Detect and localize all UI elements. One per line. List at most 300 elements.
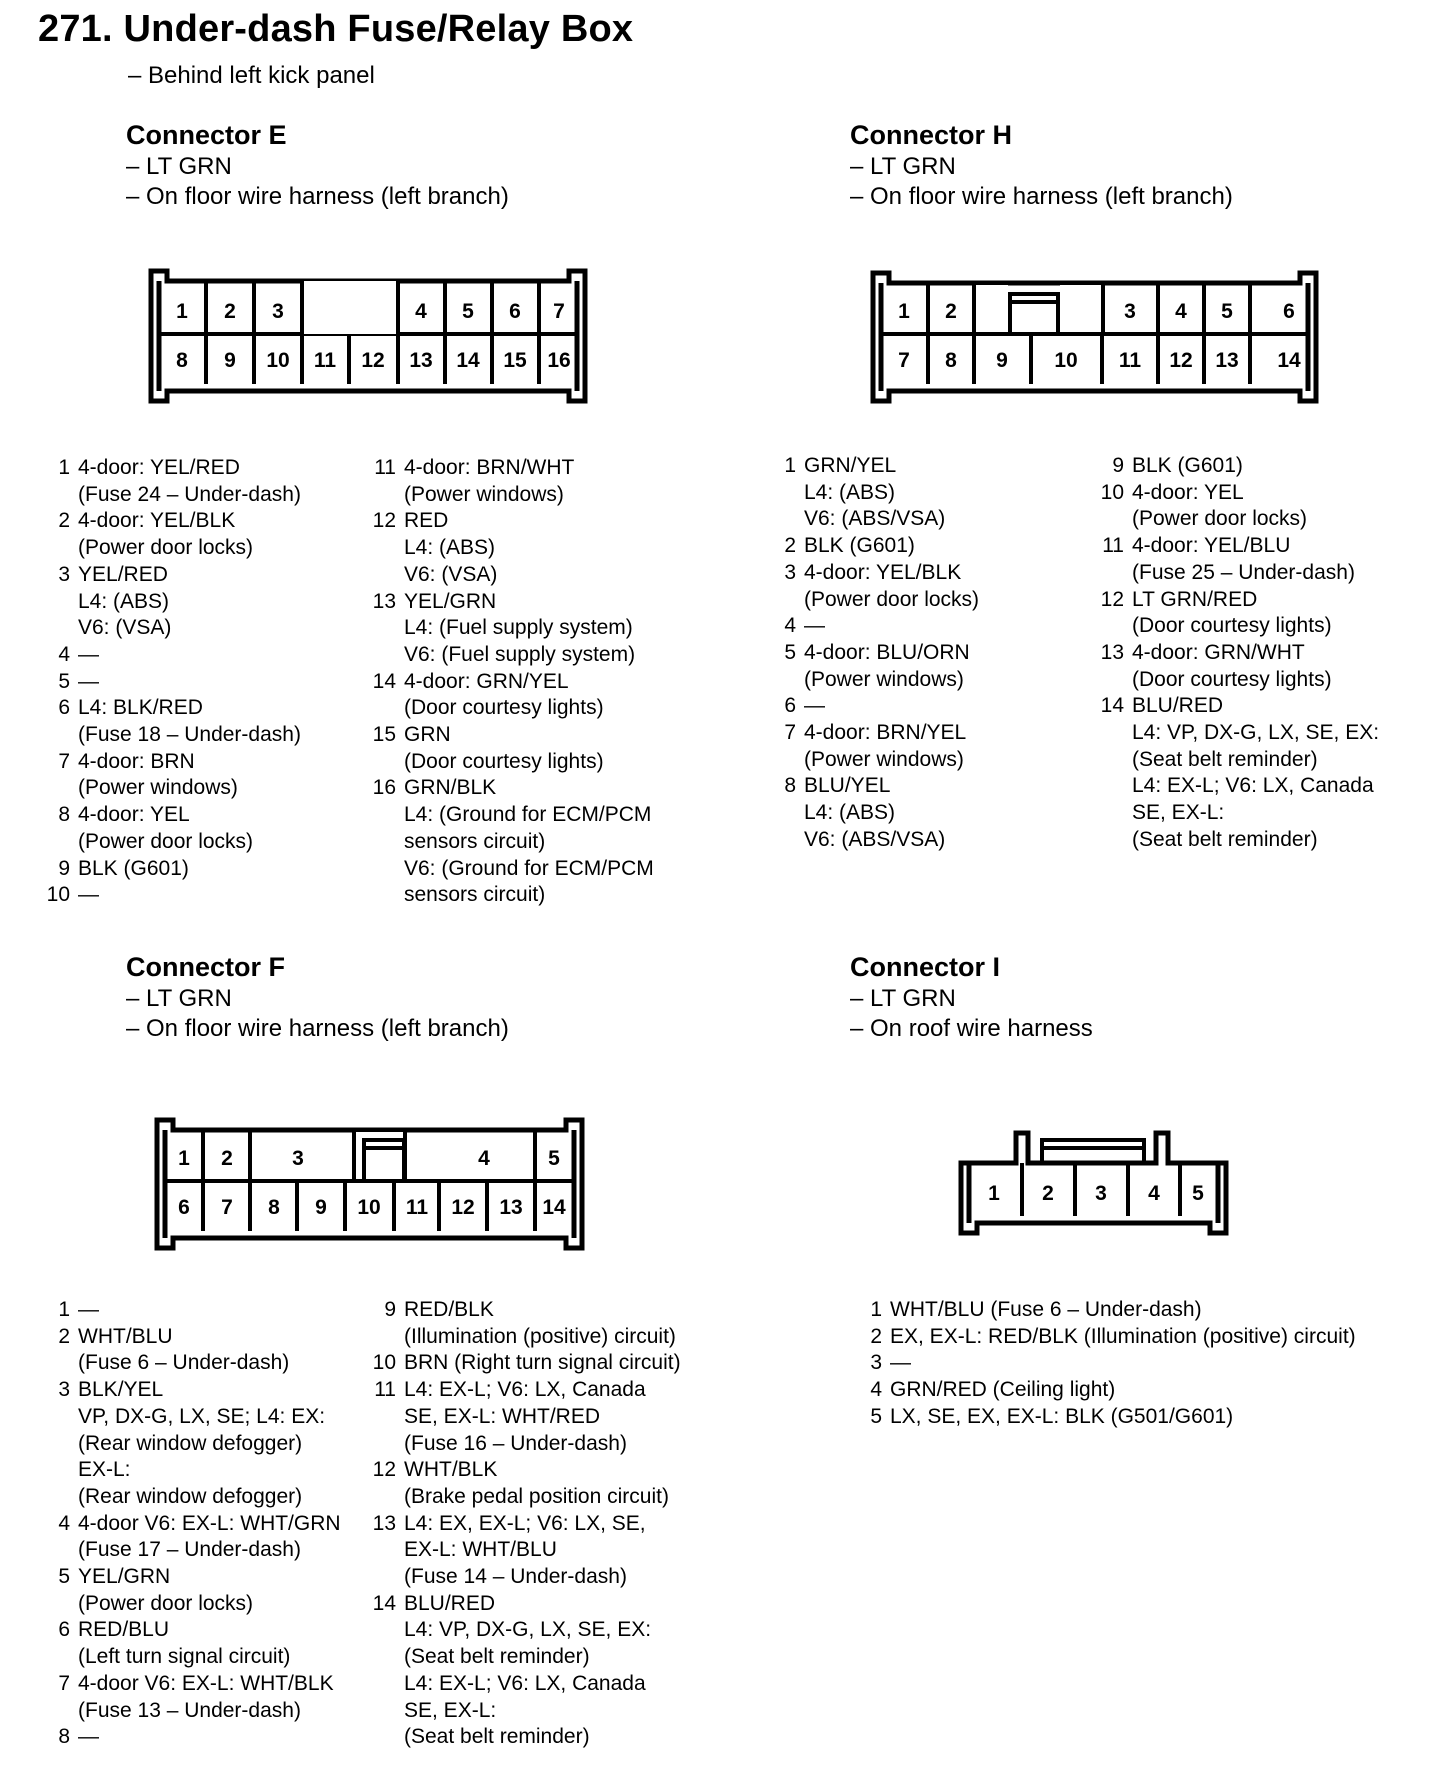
pin-number: 12 <box>1100 587 1124 611</box>
page-title: 271. Under-dash Fuse/Relay Box <box>38 8 634 50</box>
pin-entry <box>1094 533 1434 586</box>
connector-i-diagram <box>958 1130 1230 1236</box>
pin-number: 13 <box>372 1511 396 1535</box>
pin-line: L4: EX, EX-L; V6: LX, SE, <box>404 1511 646 1535</box>
pin-line: 4-door: BRN/WHT <box>404 456 575 479</box>
pin-line: BLK/YEL <box>78 1378 164 1402</box>
pin-line: WHT/BLU (Fuse 6 – Under-dash) <box>890 1298 1202 1321</box>
pin-line: 4-door: GRN/YEL <box>404 669 569 693</box>
pin-description <box>70 508 253 561</box>
pin-entry <box>40 1377 380 1511</box>
pin-line: — <box>78 642 99 666</box>
pin-entry <box>366 1457 726 1510</box>
pin-line: — <box>78 1298 99 1321</box>
pin-description <box>1124 480 1307 533</box>
pin-line: L4: VP, DX-G, LX, SE, EX: <box>404 1618 652 1642</box>
pin-line: GRN <box>404 723 451 747</box>
pin-description <box>70 695 301 748</box>
pin-entry <box>366 589 706 669</box>
cavity-f-8: 8 <box>268 1196 280 1219</box>
cavity-e-12: 12 <box>361 349 385 372</box>
cavity-e-15: 15 <box>503 349 527 372</box>
pin-entry <box>1094 693 1434 853</box>
pin-number: 5 <box>58 1565 70 1589</box>
connector-f-diagram <box>154 1117 586 1251</box>
pin-line: — <box>804 694 825 718</box>
cavity-e-8: 8 <box>176 349 188 372</box>
pin-line: — <box>78 883 99 907</box>
pin-entry <box>40 1617 380 1670</box>
pin-description <box>1124 693 1379 853</box>
pin-description <box>70 1324 289 1377</box>
pin-entry <box>1094 453 1434 480</box>
pin-line: (Power door locks) <box>78 829 254 853</box>
pin-entry <box>1094 640 1434 693</box>
pin-line: (Power door locks) <box>1132 507 1308 531</box>
pin-line: LT GRN/RED <box>1132 587 1258 611</box>
cavity-h-12: 12 <box>1169 349 1193 372</box>
pin-number: 1 <box>58 456 70 479</box>
pin-line: GRN/RED (Ceiling light) <box>890 1378 1116 1402</box>
connector-e-diagram <box>148 268 588 404</box>
pin-entry <box>852 1404 1412 1431</box>
pin-entry <box>766 640 1096 693</box>
pin-number: 1 <box>784 454 796 477</box>
pin-entry <box>40 856 380 883</box>
pin-line: L4: BLK/RED <box>78 696 203 720</box>
pin-line: 4-door: YEL/BLK <box>78 509 236 533</box>
pin-line: (Fuse 24 – Under-dash) <box>78 482 301 506</box>
cavity-e-16: 16 <box>547 349 571 372</box>
pin-description <box>396 589 635 669</box>
pin-line: BLU/YEL <box>804 774 891 798</box>
pin-line: V6: (Fuel supply system) <box>404 642 636 666</box>
cavity-f-7: 7 <box>221 1196 233 1219</box>
pin-description <box>396 1377 646 1457</box>
pin-number: 11 <box>1102 534 1124 558</box>
pin-line: L4: (ABS) <box>804 480 896 504</box>
cavity-h-14: 14 <box>1277 349 1301 372</box>
connector-f-pins-right <box>366 1297 726 1751</box>
connector-i-header <box>850 950 1093 1044</box>
pin-line: V6: (ABS/VSA) <box>804 827 946 851</box>
pin-line: SE, EX-L: <box>1132 801 1225 825</box>
cavity-h-3: 3 <box>1124 300 1136 323</box>
pin-description <box>70 669 99 696</box>
cavity-i-3: 3 <box>1095 1182 1107 1205</box>
pin-number: 12 <box>372 509 396 533</box>
pin-line: BLK (G601) <box>1132 454 1243 477</box>
connector-f-pins-left <box>40 1297 380 1751</box>
cavity-h-2: 2 <box>945 300 957 323</box>
pin-description <box>396 1511 646 1591</box>
pin-description <box>1124 640 1332 693</box>
pin-line: L4: (ABS) <box>804 801 896 825</box>
cavity-f-6: 6 <box>178 1196 190 1219</box>
pin-line: 4-door: YEL <box>1132 480 1244 504</box>
pin-line: (Power windows) <box>404 482 564 506</box>
pin-entry <box>40 882 380 909</box>
pin-number: 8 <box>784 774 796 798</box>
pin-entry <box>1094 480 1434 533</box>
pin-description <box>70 455 301 508</box>
connector-f-header <box>126 950 509 1044</box>
pin-entry <box>366 455 706 508</box>
pin-line: YEL/RED <box>78 562 168 586</box>
pin-description <box>796 720 966 773</box>
pin-description <box>796 613 825 640</box>
cavity-e-1: 1 <box>176 300 188 323</box>
pin-entry <box>366 722 706 775</box>
pin-number: 1 <box>870 1298 882 1321</box>
pin-entry <box>40 1671 380 1724</box>
pin-description <box>882 1377 1115 1404</box>
pin-entry <box>366 1511 726 1591</box>
pin-line: (Seat belt reminder) <box>404 1725 590 1749</box>
pin-line: 4-door: YEL <box>78 803 190 827</box>
pin-entry <box>766 773 1096 853</box>
pin-line: (Door courtesy lights) <box>404 749 604 773</box>
pin-entry <box>852 1377 1412 1404</box>
pin-entry <box>1094 587 1434 640</box>
connector-f-location: – On floor wire harness (left branch) <box>126 1015 509 1042</box>
pin-line: BLU/RED <box>1132 694 1224 718</box>
cavity-f-11: 11 <box>405 1196 429 1219</box>
connector-i-pins <box>852 1297 1412 1431</box>
pin-number: 7 <box>58 1671 70 1695</box>
pin-description <box>882 1297 1202 1324</box>
pin-entry <box>366 669 706 722</box>
pin-description <box>70 856 189 883</box>
pin-line: L4: EX-L; V6: LX, Canada <box>1132 774 1374 798</box>
page-subtitle: – Behind left kick panel <box>128 62 375 89</box>
pin-number: 4 <box>58 642 70 666</box>
pin-entry <box>366 1297 726 1350</box>
pin-number: 5 <box>784 640 796 664</box>
pin-entry <box>40 1324 380 1377</box>
pin-number: 2 <box>58 509 70 533</box>
connector-h-pins-right <box>1094 453 1434 854</box>
pin-number: 10 <box>1100 480 1124 504</box>
pin-line: (Power door locks) <box>78 536 254 560</box>
cavity-f-3: 3 <box>292 1147 304 1170</box>
cavity-h-5: 5 <box>1221 300 1233 323</box>
pin-entry <box>366 508 706 588</box>
cavity-h-4: 4 <box>1175 300 1187 323</box>
connector-i-location: – On roof wire harness <box>850 1015 1093 1042</box>
pin-line: sensors circuit) <box>404 829 546 853</box>
pin-line: L4: (Fuel supply system) <box>404 616 633 640</box>
pin-line: L4: VP, DX-G, LX, SE, EX: <box>1132 721 1380 745</box>
pin-line: (Fuse 16 – Under-dash) <box>404 1431 627 1455</box>
pin-line: 4-door: BRN/YEL <box>804 721 967 745</box>
pin-number: 2 <box>870 1324 882 1348</box>
pin-number: 8 <box>58 1725 70 1749</box>
pin-line: 4-door: GRN/WHT <box>1132 640 1305 664</box>
connector-h-header <box>850 118 1233 212</box>
pin-line: VP, DX-G, LX, SE; L4: EX: <box>78 1404 326 1428</box>
pin-line: (Door courtesy lights) <box>1132 614 1332 638</box>
pin-line: LX, SE, EX, EX-L: BLK (G501/G601) <box>890 1404 1234 1428</box>
pin-line: — <box>804 614 825 638</box>
pin-line: (Door courtesy lights) <box>404 696 604 720</box>
pin-line: L4: (ABS) <box>404 536 496 560</box>
pin-entry <box>40 669 380 696</box>
cavity-i-4: 4 <box>1148 1182 1160 1205</box>
pin-number: 11 <box>374 456 396 479</box>
pin-number: 14 <box>372 1591 396 1615</box>
connector-e-header <box>126 118 509 212</box>
pin-description <box>396 775 654 909</box>
pin-line: (Power door locks) <box>804 587 980 611</box>
pin-description <box>1124 533 1355 586</box>
cavity-e-2: 2 <box>224 300 236 323</box>
cavity-e-7: 7 <box>553 300 565 323</box>
cavity-f-12: 12 <box>451 1196 475 1219</box>
pin-line: (Power windows) <box>804 747 964 771</box>
pin-number: 13 <box>372 589 396 613</box>
pin-description <box>70 1617 290 1670</box>
pin-number: 14 <box>1100 694 1124 718</box>
pin-line: (Fuse 25 – Under-dash) <box>1132 560 1355 584</box>
pin-entry <box>766 453 1096 533</box>
pin-description <box>70 642 99 669</box>
pin-number: 9 <box>1112 454 1124 477</box>
pin-line: 4-door: YEL/BLK <box>804 560 962 584</box>
pin-line: RED/BLU <box>78 1618 170 1642</box>
pin-line: — <box>78 1725 99 1749</box>
pin-description <box>70 1564 253 1617</box>
pin-line: 4-door: BRN <box>78 749 195 773</box>
pin-line: GRN/YEL <box>804 454 897 477</box>
pin-entry <box>766 560 1096 613</box>
pin-entry <box>852 1324 1412 1351</box>
pin-description <box>882 1350 911 1377</box>
pin-description <box>796 773 945 853</box>
pin-line: EX, EX-L: RED/BLK (Illumination (positive) circuit) <box>890 1324 1356 1348</box>
pin-entry <box>40 802 380 855</box>
pin-number: 10 <box>46 883 70 907</box>
pin-line: GRN/BLK <box>404 776 497 800</box>
pin-line: L4: EX-L; V6: LX, Canada <box>404 1671 646 1695</box>
pin-number: 7 <box>784 721 796 745</box>
cavity-i-1: 1 <box>988 1182 1000 1205</box>
pin-number: 3 <box>870 1351 882 1375</box>
pin-number: 16 <box>372 776 396 800</box>
pin-line: (Power door locks) <box>78 1591 254 1615</box>
cavity-f-9: 9 <box>315 1196 327 1219</box>
pin-number: 6 <box>58 696 70 720</box>
pin-line: V6: (ABS/VSA) <box>804 507 946 531</box>
pin-entry <box>40 562 380 642</box>
connector-h-diagram <box>870 270 1320 404</box>
pin-line: RED/BLK <box>404 1298 494 1321</box>
pin-description <box>396 1457 669 1510</box>
pin-number: 3 <box>58 1378 70 1402</box>
pin-line: WHT/BLK <box>404 1458 498 1482</box>
pin-entry <box>766 533 1096 560</box>
pin-line: RED <box>404 509 449 533</box>
pin-line: 4-door: YEL/BLU <box>1132 534 1291 558</box>
pin-line: BRN (Right turn signal circuit) <box>404 1351 681 1375</box>
pin-number: 3 <box>784 560 796 584</box>
pin-description <box>396 508 497 588</box>
pin-number: 3 <box>58 562 70 586</box>
pin-description <box>796 640 970 693</box>
pin-entry <box>40 1297 380 1324</box>
pin-description <box>796 693 825 720</box>
pin-description <box>396 455 574 508</box>
cavity-f-4: 4 <box>478 1147 490 1170</box>
pin-description <box>396 1350 681 1377</box>
pin-line: (Illumination (positive) circuit) <box>404 1324 676 1348</box>
pin-line: sensors circuit) <box>404 883 546 907</box>
cavity-f-14: 14 <box>542 1196 566 1219</box>
pin-number: 14 <box>372 669 396 693</box>
cavity-e-5: 5 <box>462 300 474 323</box>
pin-number: 7 <box>58 749 70 773</box>
pin-line: SE, EX-L: <box>404 1698 497 1722</box>
pin-entry <box>366 775 706 909</box>
pin-description <box>1124 453 1243 480</box>
cavity-h-1: 1 <box>898 300 910 323</box>
connector-e-name: Connector E <box>126 120 287 150</box>
pin-line: L4: (ABS) <box>78 589 170 613</box>
pin-entry <box>852 1350 1412 1377</box>
connector-e-color: – LT GRN <box>126 153 232 180</box>
connector-e-pins-right <box>366 455 706 909</box>
pin-line: L4: (Ground for ECM/PCM <box>404 803 652 827</box>
pin-line: (Brake pedal position circuit) <box>404 1484 669 1508</box>
pin-entry <box>852 1297 1412 1324</box>
pin-line: V6: (Ground for ECM/PCM <box>404 856 654 880</box>
pin-description <box>396 722 604 775</box>
pin-number: 5 <box>58 669 70 693</box>
connector-h-color: – LT GRN <box>850 153 956 180</box>
connector-f-name: Connector F <box>126 952 285 982</box>
pin-line: (Door courtesy lights) <box>1132 667 1332 691</box>
pin-line: V6: (VSA) <box>404 562 498 586</box>
cavity-e-11: 11 <box>313 349 337 372</box>
pin-entry <box>40 1564 380 1617</box>
cavity-e-14: 14 <box>456 349 480 372</box>
pin-line: (Rear window defogger) <box>78 1484 303 1508</box>
pin-line: (Fuse 6 – Under-dash) <box>78 1351 290 1375</box>
pin-line: 4-door V6: EX-L: WHT/GRN <box>78 1511 341 1535</box>
cavity-e-9: 9 <box>224 349 236 372</box>
pin-line: YEL/GRN <box>404 589 497 613</box>
pin-line: (Fuse 14 – Under-dash) <box>404 1565 627 1589</box>
pin-number: 4 <box>870 1378 882 1402</box>
pin-description <box>70 882 99 909</box>
cavity-h-8: 8 <box>945 349 957 372</box>
pin-description <box>70 1724 99 1751</box>
pin-entry <box>766 613 1096 640</box>
cavity-h-7: 7 <box>898 349 910 372</box>
pin-line: 4-door: YEL/RED <box>78 456 240 479</box>
pin-entry <box>40 455 380 508</box>
cavity-f-2: 2 <box>221 1147 233 1170</box>
pin-line: (Seat belt reminder) <box>1132 747 1318 771</box>
cavity-f-10: 10 <box>357 1196 381 1219</box>
pin-description <box>70 1511 341 1564</box>
pin-description <box>70 1377 325 1511</box>
pin-description <box>396 669 604 722</box>
cavity-h-13: 13 <box>1215 349 1239 372</box>
pin-description <box>796 560 979 613</box>
connector-h-location: – On floor wire harness (left branch) <box>850 183 1233 210</box>
pin-line: BLK (G601) <box>78 856 189 880</box>
pin-entry <box>366 1350 726 1377</box>
pin-line: — <box>78 669 99 693</box>
pin-entry <box>40 1511 380 1564</box>
pin-number: 10 <box>372 1351 396 1375</box>
pin-number: 11 <box>374 1378 396 1402</box>
pin-line: (Seat belt reminder) <box>404 1645 590 1669</box>
pin-line: SE, EX-L: WHT/RED <box>404 1404 601 1428</box>
pin-line: V6: (VSA) <box>78 616 172 640</box>
pin-line: L4: EX-L; V6: LX, Canada <box>404 1378 646 1402</box>
connector-e-pins-left <box>40 455 380 909</box>
pin-entry <box>40 695 380 748</box>
pin-description <box>882 1404 1233 1431</box>
pin-line: (Seat belt reminder) <box>1132 827 1318 851</box>
pin-line: YEL/GRN <box>78 1565 171 1589</box>
connector-f-color: – LT GRN <box>126 985 232 1012</box>
pin-entry <box>366 1591 726 1751</box>
connector-h-name: Connector H <box>850 120 1012 150</box>
cavity-h-9: 9 <box>996 349 1008 372</box>
pin-description <box>70 1297 99 1324</box>
pin-line: BLU/RED <box>404 1591 496 1615</box>
pin-description <box>1124 587 1332 640</box>
cavity-e-6: 6 <box>509 300 521 323</box>
pin-entry <box>40 642 380 669</box>
pin-entry <box>366 1377 726 1457</box>
pin-number: 4 <box>58 1511 70 1535</box>
pin-number: 9 <box>384 1298 396 1321</box>
pin-entry <box>40 508 380 561</box>
connector-e-location: – On floor wire harness (left branch) <box>126 183 509 210</box>
cavity-f-13: 13 <box>499 1196 523 1219</box>
pin-line: (Left turn signal circuit) <box>78 1645 291 1669</box>
pin-line: (Power windows) <box>78 776 238 800</box>
pin-line: (Fuse 17 – Under-dash) <box>78 1538 301 1562</box>
pin-description <box>396 1591 651 1751</box>
cavity-h-6: 6 <box>1283 300 1295 323</box>
pin-description <box>70 749 238 802</box>
pin-description <box>70 802 253 855</box>
pin-entry <box>40 1724 380 1751</box>
pin-line: EX-L: WHT/BLU <box>404 1538 557 1562</box>
pin-line: EX-L: <box>78 1458 131 1482</box>
pin-description <box>70 562 171 642</box>
pin-entry <box>766 693 1096 720</box>
pin-number: 8 <box>58 803 70 827</box>
cavity-e-4: 4 <box>415 300 427 323</box>
pin-number: 13 <box>1100 640 1124 664</box>
pin-number: 15 <box>372 723 396 747</box>
pin-line: 4-door V6: EX-L: WHT/BLK <box>78 1671 334 1695</box>
cavity-e-3: 3 <box>272 300 284 323</box>
pin-line: BLK (G601) <box>804 534 915 558</box>
cavity-f-5: 5 <box>548 1147 560 1170</box>
pin-number: 12 <box>372 1458 396 1482</box>
pin-number: 4 <box>784 614 796 638</box>
cavity-h-11: 11 <box>1118 349 1142 372</box>
pin-number: 1 <box>58 1298 70 1321</box>
connector-i-name: Connector I <box>850 952 1001 982</box>
